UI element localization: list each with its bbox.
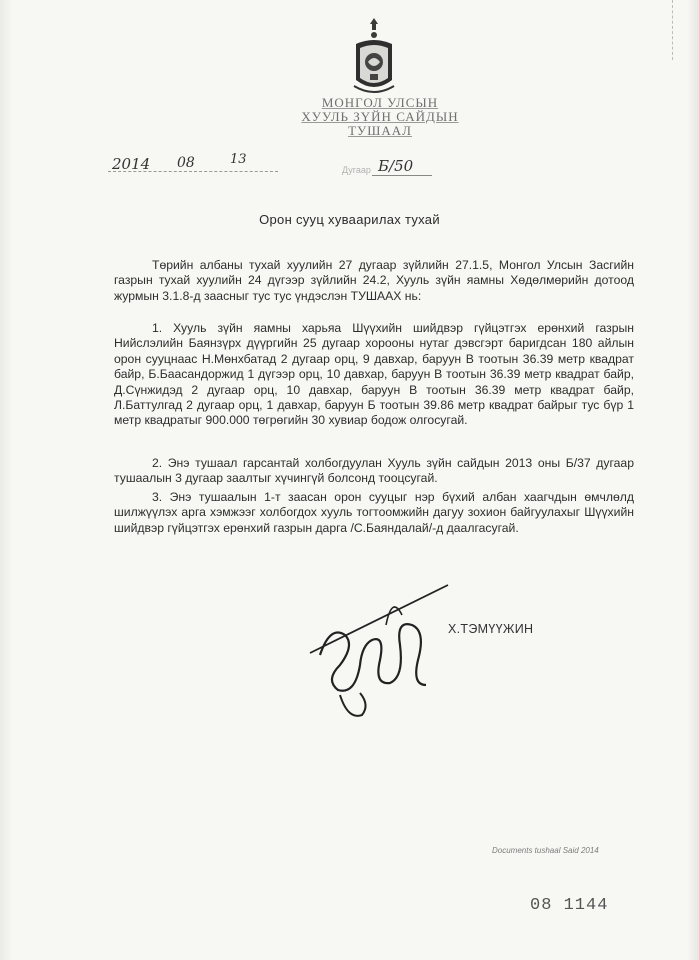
date-line <box>108 171 278 172</box>
item-1-paragraph <box>114 321 634 429</box>
serial-number: 08 1144 <box>530 896 609 915</box>
org-line-2: ХУУЛЬ ЗҮЙН САЙДЫН <box>301 109 459 124</box>
item-3-text: 3. Энэ тушаалын 1-т заасан орон сууцыг нэр бүхий албан хаагчдын өмчлөлд шилжүүлэх арга хэмжээг холбогдох хууль тогтоомжийн дагуу зохион байгуулахыг Шүүхийн шийдвэр гүйцэтгэх ерөнхий газрын дарга /С.Баяндалай/-д даалгасугай. <box>114 490 634 535</box>
number-line <box>372 175 432 176</box>
scan-edge-mark <box>664 0 673 60</box>
date-year: 2014 <box>112 155 151 173</box>
footer-tag: Documents tushaal Said 2014 <box>492 846 599 855</box>
intro-paragraph <box>114 258 634 304</box>
date-day: 13 <box>230 152 247 167</box>
intro-text: Төрийн албаны тухай хуулийн 27 дугаар зүйлийн 27.1.5, Монгол Улсын Засгийн газрын тухай хуулийн 24 дүгээр зүйлийн 24.2, Хууль зүйн яамны Хөдөлмөрийн дотоод журмын 3.1.8-д заасныг тус тус үндэслэн ТУШААХ нь: <box>114 258 634 303</box>
handwritten-signature <box>300 565 450 735</box>
org-line-3: ТУШААЛ <box>348 123 412 138</box>
date-month: 08 <box>177 155 195 171</box>
state-emblem-icon <box>350 16 398 98</box>
item-2-text: 2. Энэ тушаал гарсантай холбогдуулан Хууль зүйн сайдын 2013 оны Б/37 дугаар тушаалын 3 дугаар заалтыг хүчингүй болсонд тооцсугай. <box>114 456 634 486</box>
item-2-paragraph <box>114 456 634 487</box>
order-number: Б/50 <box>378 157 414 175</box>
document-title: Орон сууц хуваарилах тухай <box>259 212 440 227</box>
item-1-text: 1. Хууль зүйн яамны харьяа Шүүхийн шийдвэр гүйцэтгэх ерөнхий газрын Нийслэлийн Баянзүрх дүүргийн 25 дугаар хорооны нутаг дэвсгэрт баригдсан 180 айлын орон сууцнаас Н.Мөнхбатад 2 дугаар орц, 9 давхар, баруун В тоотын 36.39 метр квадрат байр, Б.Баасандоржид 1 дүгээр орц, 10 давхар, баруун В тоотын 36.39 метр квадрат байр, Д.Сүнжидэд 2 дугаар орц, 10 давхар, баруун В тоотын 36.39 метр квадрат байр, Л.Баттулгад 2 дугаар орц, 1 давхар, баруун Б тоотын 39.86 метр квадрат байрыг тус бүр 1 метр квадратыг 900.000 төгрөгийн 30 хувиар бодож олгосугай. <box>114 321 634 428</box>
number-label: Дугаар <box>342 165 371 175</box>
org-line-1: МОНГОЛ УЛСЫН <box>321 95 439 110</box>
item-3-paragraph <box>114 490 634 536</box>
signer-name: Х.ТЭМҮҮЖИН <box>448 622 534 636</box>
ministry-header <box>280 96 480 138</box>
